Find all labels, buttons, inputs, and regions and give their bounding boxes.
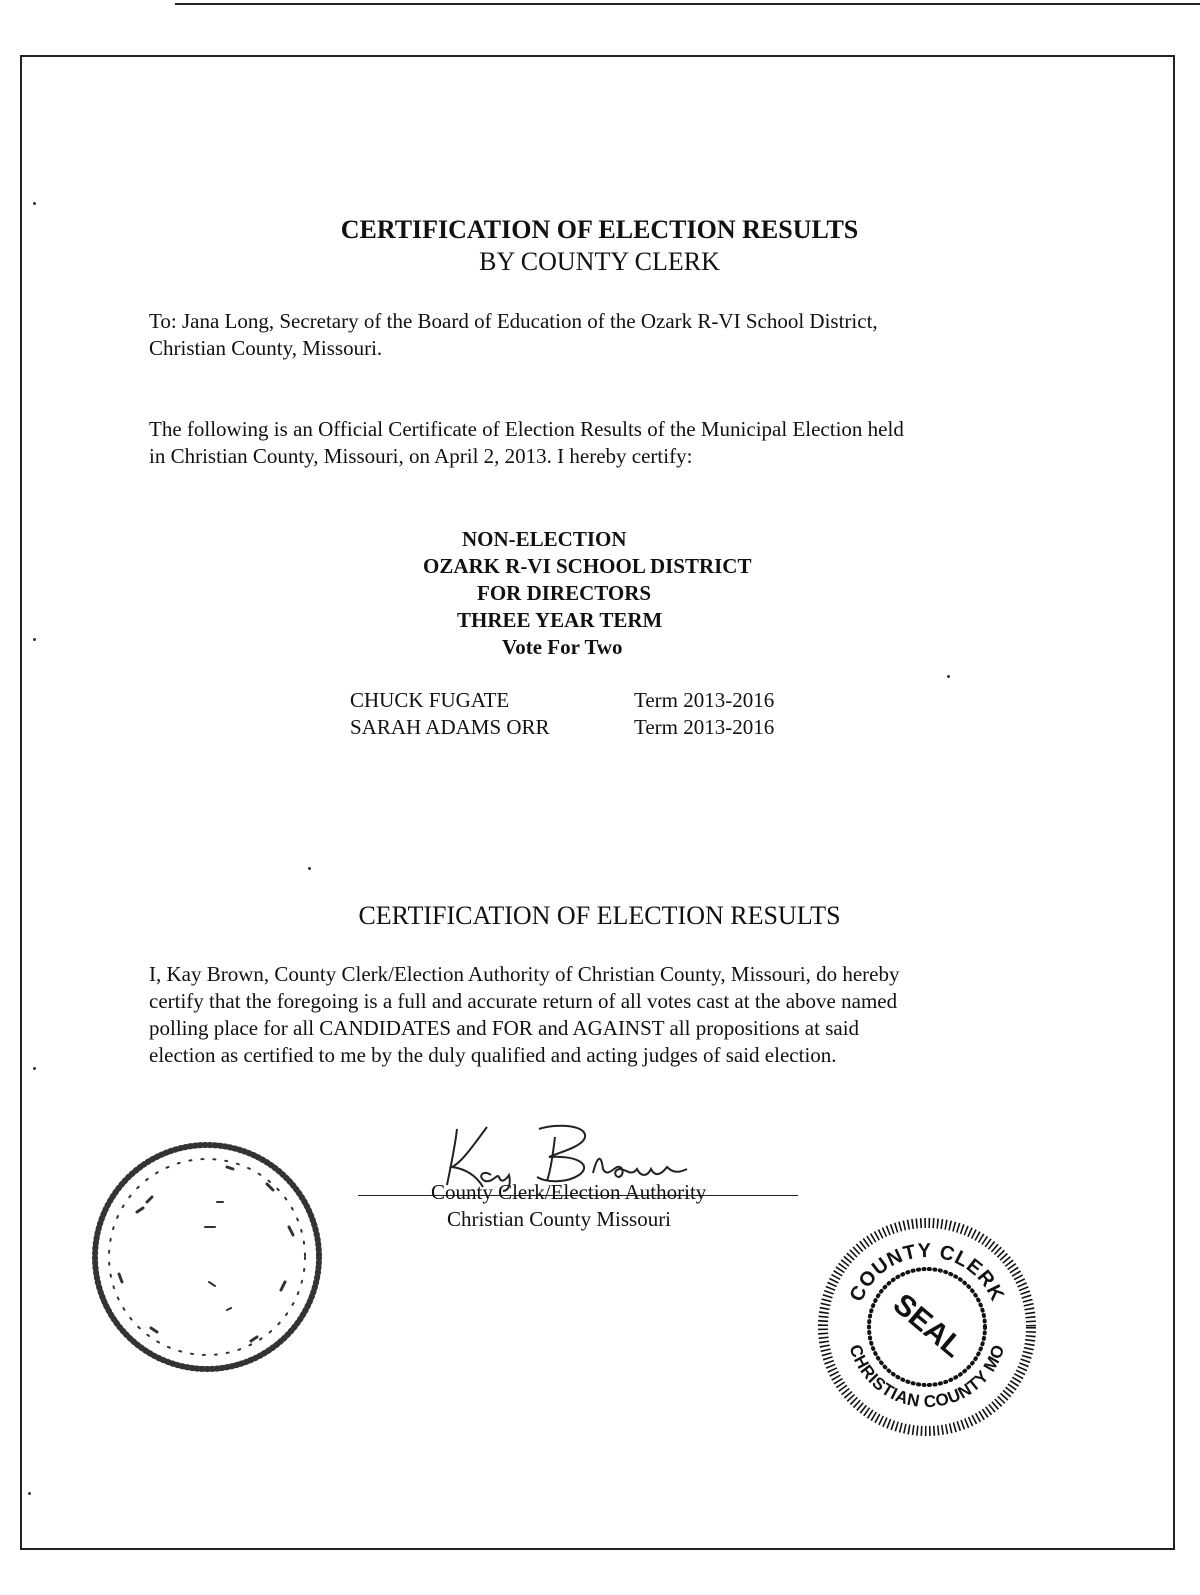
document-subtitle: BY COUNTY CLERK <box>479 247 720 276</box>
candidate-term: Term 2013-2016 <box>634 715 775 739</box>
top-rule <box>175 3 1200 5</box>
certification-line: polling place for all CANDIDATES and FOR and AGAINST all propositions at said <box>149 1016 860 1040</box>
scan-speck <box>28 1492 31 1495</box>
race-line-term: THREE YEAR TERM <box>457 608 663 632</box>
certification-line: I, Kay Brown, County Clerk/Election Authority of Christian County, Missouri, do hereby <box>149 962 900 986</box>
intro-line: The following is an Official Certificate of Election Results of the Municipal Election held <box>149 417 904 441</box>
certification-line: certify that the foregoing is a full and accurate return of all votes cast at the above named <box>149 989 898 1013</box>
certification-title: CERTIFICATION OF ELECTION RESULTS <box>358 901 841 930</box>
race-line-vote-for: Vote For Two <box>502 635 623 659</box>
svg-text:CHRISTIAN COUNTY MO <box>846 1342 1009 1411</box>
certification-paragraph <box>149 961 899 1069</box>
seal-center-text: SEAL <box>886 1287 970 1365</box>
scan-speck <box>33 638 36 641</box>
scan-speck <box>947 675 950 678</box>
intro-paragraph <box>149 416 904 470</box>
candidate-name: SARAH ADAMS ORR <box>350 715 550 739</box>
scan-speck <box>33 202 36 205</box>
seal-bottom-text: CHRISTIAN COUNTY MO <box>845 1342 1009 1412</box>
race-line-non-election: NON-ELECTION <box>462 527 627 551</box>
county-clerk-seal <box>817 1217 1037 1437</box>
signature-county: Christian County Missouri <box>447 1207 672 1231</box>
seal-top-text: COUNTY CLERK <box>845 1239 1009 1306</box>
embossed-seal <box>77 1132 337 1382</box>
signature-role: County Clerk/Election Authority <box>431 1180 707 1204</box>
scan-speck <box>308 867 311 870</box>
race-line-district: OZARK R-VI SCHOOL DISTRICT <box>423 554 752 578</box>
race-line-office: FOR DIRECTORS <box>477 581 652 605</box>
candidate-term: Term 2013-2016 <box>634 688 775 712</box>
svg-text:COUNTY CLERK <box>846 1240 1009 1305</box>
certification-line: election as certified to me by the duly qualified and acting judges of said election. <box>149 1043 837 1067</box>
addressee-line: To: Jana Long, Secretary of the Board of Education of the Ozark R-VI School District, <box>149 309 878 333</box>
intro-line: in Christian County, Missouri, on April 2, 2013. I hereby certify: <box>149 444 693 468</box>
addressee-line: Christian County, Missouri. <box>149 336 383 360</box>
document-title: CERTIFICATION OF ELECTION RESULTS <box>340 215 859 244</box>
document-frame <box>20 55 1175 1550</box>
addressee-block <box>149 308 878 362</box>
candidate-name: CHUCK FUGATE <box>350 688 510 712</box>
scan-speck <box>33 1067 36 1070</box>
